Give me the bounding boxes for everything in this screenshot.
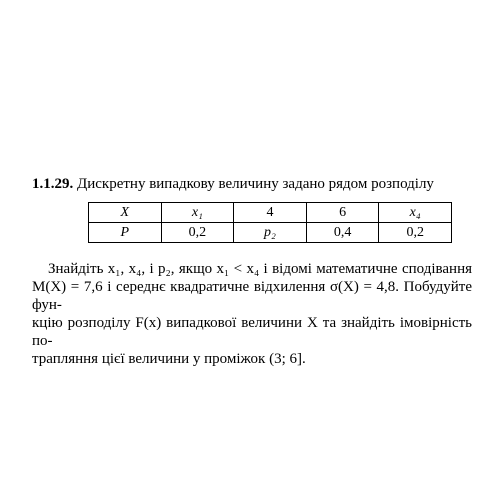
table-cell: 4 <box>234 203 307 223</box>
table-cell: x₁ <box>161 203 234 223</box>
table-cell: 6 <box>306 203 379 223</box>
problem-number: 1.1.29. <box>32 176 74 192</box>
problem-heading <box>32 175 472 193</box>
table-row <box>89 223 452 243</box>
text-line: кцію розподілу F(x) випадкової величини X та знайдіть імовірність по- <box>32 315 472 349</box>
text-line: M(X) = 7,6 і середнє квадратичне відхилення σ(X) = 4,8. Побудуйте фун- <box>32 279 472 313</box>
text-line: Знайдіть x₁, x₄, і p₂, якщо x₁ < x₄ і відомі математичне сподівання <box>48 261 472 277</box>
table-cell: P <box>89 223 162 243</box>
problem-block <box>32 175 472 368</box>
table-cell: 0,4 <box>306 223 379 243</box>
text-line: трапляння цієї величини у проміжок (3; 6]. <box>32 351 306 367</box>
table-row <box>89 203 452 223</box>
table-cell: X <box>89 203 162 223</box>
table-cell: p₂ <box>234 223 307 243</box>
table-cell: 0,2 <box>161 223 234 243</box>
distribution-table <box>88 202 452 243</box>
problem-statement: Дискретну випадкову величину задано рядом розподілу <box>77 176 434 192</box>
problem-text <box>32 260 472 368</box>
table-cell: x₄ <box>379 203 452 223</box>
table-cell: 0,2 <box>379 223 452 243</box>
